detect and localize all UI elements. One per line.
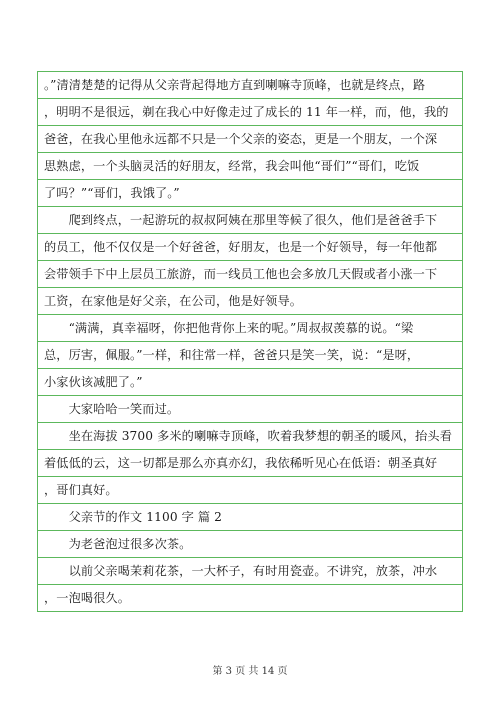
rule-line (37, 584, 463, 585)
text-line: 大家哈哈一笑而过。 (44, 402, 180, 416)
text-line: 坐在海拔 3700 多米的喇嘛寺顶峰，吹着我梦想的朝圣的暖风，抬头看 (44, 429, 452, 443)
rule-line (37, 422, 463, 423)
rule-line (37, 314, 463, 315)
rule-line (37, 98, 463, 99)
text-line: 的员工，他不仅仅是一个好爸爸，好朋友，也是一个好领导，每一年他都 (44, 240, 438, 254)
rule-line (37, 530, 463, 531)
text-line: ，哥们真好。 (44, 483, 118, 497)
rule-line (37, 125, 463, 126)
text-line: ，明明不是很远，剃在我心中好像走过了成长的 11 年一样，而，他，我的 (44, 105, 449, 119)
text-line: 工资，在家他是好父亲，在公司，他是好领导。 (44, 294, 303, 308)
page-footer: 第 3 页 共 14 页 (212, 666, 288, 677)
rule-line (37, 260, 463, 261)
text-line: 着低低的云，这一切都是那么亦真亦幻，我依稀听见心在低语：朝圣真好 (44, 456, 438, 470)
text-line: 以前父亲喝茉莉花茶，一大杯子，有时用瓷壶。不讲究，放茶，冲水 (44, 564, 438, 578)
rule-line (37, 449, 463, 450)
text-line: 会带领手下中上层员工旅游，而一线员工他也会多放几天假或者小涨一下 (44, 267, 438, 281)
rule-line (37, 233, 463, 234)
rule-line (37, 395, 463, 396)
rule-line (37, 476, 463, 477)
text-line: 父亲节的作文 1100 字 篇 2 (44, 510, 223, 524)
text-line: 爸爸，在我心里他永远都不只是一个父亲的姿态，更是一个朋友，一个深 (44, 132, 438, 146)
text-line: 思熟虑，一个头脑灵活的好朋友，经常，我会叫他“哥们”“哥们，吃饭 (44, 159, 420, 173)
rule-line (37, 503, 463, 504)
text-line: 总，厉害，佩服。”一样，和往常一样，爸爸只是笑一笑，说：“是呀， (44, 348, 420, 362)
rule-line (37, 179, 463, 180)
rule-line (37, 206, 463, 207)
text-line: ，一泡喝很久。 (44, 591, 131, 605)
text-line: 小家伙该减肥了。” (44, 375, 143, 389)
text-line: 爬到终点，一起游玩的叔叔阿姨在那里等候了很久，他们是爸爸手下 (44, 213, 438, 227)
text-line: 了吗？”“哥们，我饿了。” (44, 186, 180, 200)
rule-line (37, 341, 463, 342)
rule-line (37, 557, 463, 558)
text-line: 为老爸泡过很多次茶。 (44, 537, 192, 551)
rule-line (37, 152, 463, 153)
text-line: 。”清清楚楚的记得从父亲背起得地方直到喇嘛寺顶峰，也就是终点，路 (44, 78, 426, 92)
rule-line (37, 368, 463, 369)
rule-line (37, 287, 463, 288)
text-line: “满满，真幸福呀，你把他背你上来的呢。”周叔叔羡慕的说。“梁 (44, 321, 414, 335)
